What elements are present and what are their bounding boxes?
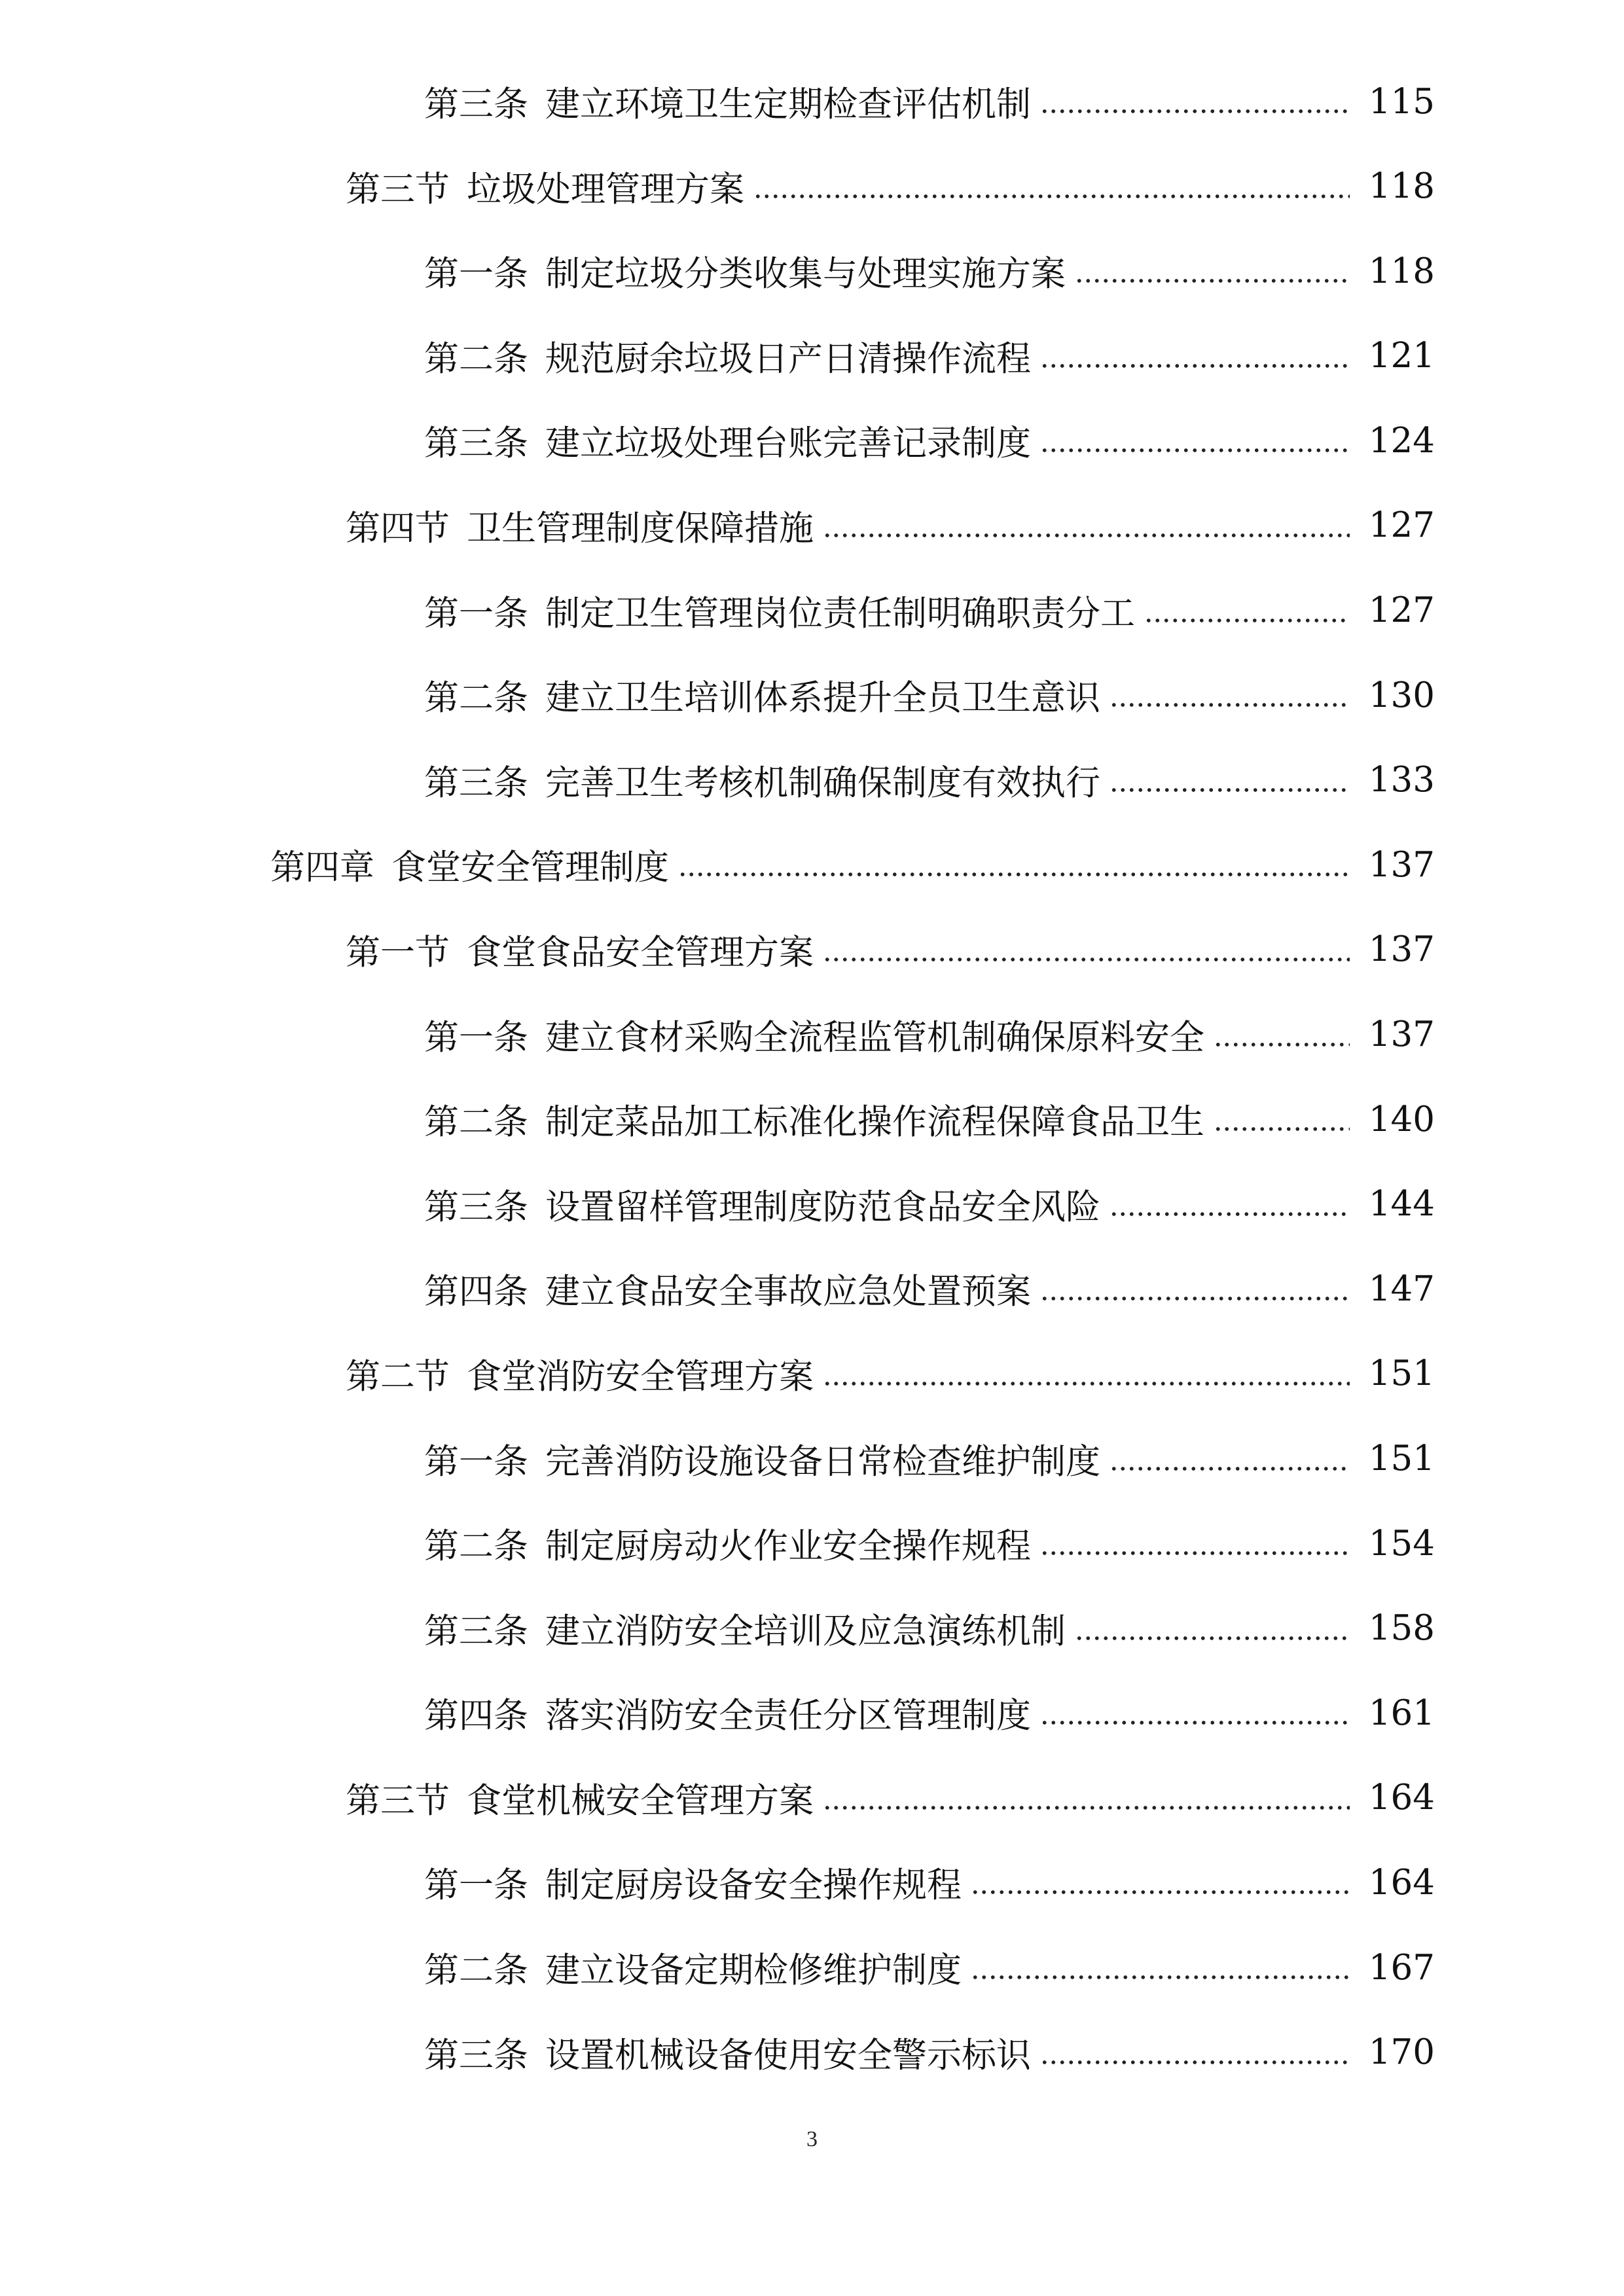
- toc-entry-title: 建立食品安全事故应急处置预案: [545, 1272, 1031, 1312]
- toc-entry[interactable]: [0, 1515, 1624, 1571]
- toc-leader-dots: [823, 1805, 1350, 1810]
- toc-entry-page: 140: [1368, 1099, 1435, 1139]
- toc-entry-page: 130: [1368, 675, 1435, 715]
- toc-entry-title: 制定菜品加工标准化操作流程保障食品卫生: [545, 1102, 1204, 1143]
- toc-entry[interactable]: [0, 328, 1624, 384]
- toc-leader-dots: [1110, 1466, 1350, 1471]
- toc-entry-number: 第三条: [424, 423, 528, 464]
- toc-leader-dots: [1110, 702, 1350, 708]
- toc-leader-dots: [823, 957, 1350, 962]
- toc-entry-number: 第二条: [424, 338, 528, 379]
- toc-entry-title: 制定厨房动火作业安全操作规程: [545, 1526, 1031, 1567]
- toc-entry-number: 第一条: [424, 1441, 528, 1482]
- toc-entry-page: 127: [1368, 590, 1435, 631]
- toc-entry-title: 制定厨房设备安全操作规程: [545, 1865, 962, 1906]
- toc-entry[interactable]: [0, 73, 1624, 130]
- toc-entry-page: 137: [1368, 1014, 1435, 1055]
- toc-entry-title: 建立卫生培训体系提升全员卫生意识: [545, 678, 1100, 719]
- toc-entry-number: 第二条: [424, 1950, 528, 1991]
- toc-leader-dots: [1110, 1211, 1350, 1217]
- toc-leader-dots: [1040, 1720, 1350, 1725]
- toc-entry-number: 第三节: [346, 1780, 450, 1821]
- toc-entry-page: 154: [1368, 1523, 1435, 1564]
- toc-leader-dots: [1144, 618, 1350, 623]
- toc-entry-title: 规范厨余垃圾日产日清操作流程: [545, 338, 1031, 379]
- toc-entry-page: 167: [1368, 1947, 1435, 1988]
- toc-entry[interactable]: [0, 752, 1624, 808]
- toc-entry[interactable]: [0, 922, 1624, 978]
- toc-entry[interactable]: [0, 1346, 1624, 1402]
- toc-entry-number: 第一节: [346, 932, 450, 973]
- toc-leader-dots: [1040, 1296, 1350, 1301]
- toc-entry-title: 建立消防安全培训及应急演练机制: [545, 1611, 1066, 1651]
- toc-entry-number: 第四条: [424, 1696, 528, 1736]
- toc-entry-number: 第三条: [424, 84, 528, 124]
- toc-entry[interactable]: [0, 1431, 1624, 1487]
- toc-entry-page: 133: [1368, 760, 1435, 800]
- toc-leader-dots: [1110, 787, 1350, 793]
- toc-entry-title: 建立环境卫生定期检查评估机制: [545, 84, 1031, 124]
- toc-entry-page: 158: [1368, 1608, 1435, 1649]
- toc-entry-title: 落实消防安全责任分区管理制度: [545, 1696, 1031, 1736]
- toc-entry-number: 第一条: [424, 1017, 528, 1058]
- toc-entry[interactable]: [0, 243, 1624, 299]
- toc-entry[interactable]: [0, 1770, 1624, 1826]
- toc-entry[interactable]: [0, 1600, 1624, 1657]
- toc-entry-page: 115: [1368, 81, 1435, 122]
- toc-entry-page: 164: [1368, 1862, 1435, 1903]
- toc-entry-page: 170: [1368, 2032, 1435, 2073]
- toc-leader-dots: [823, 1381, 1350, 1386]
- table-of-contents: [0, 73, 1624, 2109]
- toc-entry-page: 124: [1368, 420, 1435, 461]
- toc-entry-title: 完善消防设施设备日常检查维护制度: [545, 1441, 1100, 1482]
- toc-entry-page: 144: [1368, 1184, 1435, 1225]
- toc-entry-page: 121: [1368, 336, 1435, 376]
- toc-leader-dots: [753, 194, 1350, 199]
- toc-entry-number: 第四条: [424, 1272, 528, 1312]
- toc-entry-number: 第三节: [346, 169, 450, 209]
- toc-entry[interactable]: [0, 836, 1624, 893]
- toc-entry-number: 第二节: [346, 1356, 450, 1397]
- toc-entry[interactable]: [0, 1685, 1624, 1741]
- toc-entry-title: 制定卫生管理岗位责任制明确职责分工: [545, 593, 1135, 634]
- page-number: 3: [806, 2127, 818, 2151]
- toc-entry[interactable]: [0, 497, 1624, 554]
- toc-entry-number: 第二条: [424, 1102, 528, 1143]
- toc-entry-number: 第三条: [424, 762, 528, 803]
- toc-entry[interactable]: [0, 583, 1624, 639]
- toc-leader-dots: [678, 872, 1350, 877]
- toc-entry-title: 设置留样管理制度防范食品安全风险: [545, 1187, 1100, 1227]
- toc-leader-dots: [1075, 278, 1350, 283]
- toc-leader-dots: [1040, 1551, 1350, 1556]
- toc-entry-number: 第三条: [424, 2035, 528, 2075]
- toc-leader-dots: [1040, 109, 1350, 114]
- toc-entry-title: 设置机械设备使用安全警示标识: [545, 2035, 1031, 2075]
- toc-entry-page: 164: [1368, 1778, 1435, 1818]
- toc-entry-title: 制定垃圾分类收集与处理实施方案: [545, 254, 1066, 295]
- toc-entry-number: 第四章: [270, 848, 374, 888]
- toc-entry-page: 147: [1368, 1268, 1435, 1309]
- toc-leader-dots: [971, 1975, 1350, 1980]
- toc-entry-title: 食堂食品安全管理方案: [467, 932, 814, 973]
- toc-entry-number: 第三条: [424, 1187, 528, 1227]
- toc-entry[interactable]: [0, 1176, 1624, 1232]
- toc-entry-title: 食堂机械安全管理方案: [467, 1780, 814, 1821]
- toc-entry-number: 第四节: [346, 508, 450, 548]
- toc-entry-title: 完善卫生考核机制确保制度有效执行: [545, 762, 1100, 803]
- toc-entry-number: 第一条: [424, 254, 528, 295]
- toc-entry-number: 第二条: [424, 678, 528, 719]
- toc-entry[interactable]: [0, 1007, 1624, 1063]
- toc-entry-page: 118: [1368, 166, 1435, 207]
- toc-entry-number: 第二条: [424, 1526, 528, 1567]
- toc-entry-page: 137: [1368, 929, 1435, 970]
- toc-entry-page: 127: [1368, 505, 1435, 546]
- toc-leader-dots: [1040, 363, 1350, 368]
- toc-entry[interactable]: [0, 412, 1624, 469]
- toc-entry-page: 137: [1368, 844, 1435, 885]
- toc-entry-title: 建立食材采购全流程监管机制确保原料安全: [545, 1017, 1204, 1058]
- toc-entry[interactable]: [0, 667, 1624, 723]
- toc-entry-title: 卫生管理制度保障措施: [467, 508, 814, 548]
- toc-entry-title: 食堂安全管理制度: [391, 848, 669, 888]
- toc-leader-dots: [971, 1890, 1350, 1895]
- toc-entry-number: 第一条: [424, 1865, 528, 1906]
- toc-entry[interactable]: [0, 158, 1624, 215]
- toc-entry[interactable]: [0, 1854, 1624, 1910]
- toc-leader-dots: [823, 533, 1350, 538]
- toc-entry-page: 151: [1368, 1354, 1435, 1394]
- toc-entry[interactable]: [0, 1261, 1624, 1317]
- toc-leader-dots: [1040, 448, 1350, 453]
- toc-leader-dots: [1075, 1636, 1350, 1641]
- toc-leader-dots: [1214, 1042, 1350, 1047]
- toc-leader-dots: [1214, 1126, 1350, 1132]
- toc-entry[interactable]: [0, 2024, 1624, 2081]
- toc-entry-number: 第一条: [424, 593, 528, 634]
- toc-entry-title: 建立垃圾处理台账完善记录制度: [545, 423, 1031, 464]
- toc-entry[interactable]: [0, 1939, 1624, 1996]
- toc-entry-title: 建立设备定期检修维护制度: [545, 1950, 962, 1991]
- toc-entry[interactable]: [0, 1091, 1624, 1147]
- toc-entry-number: 第三条: [424, 1611, 528, 1651]
- toc-entry-page: 161: [1368, 1693, 1435, 1733]
- toc-entry-page: 151: [1368, 1439, 1435, 1479]
- toc-entry-page: 118: [1368, 251, 1435, 291]
- toc-entry-title: 垃圾处理管理方案: [467, 169, 744, 209]
- toc-leader-dots: [1040, 2060, 1350, 2065]
- toc-entry-title: 食堂消防安全管理方案: [467, 1356, 814, 1397]
